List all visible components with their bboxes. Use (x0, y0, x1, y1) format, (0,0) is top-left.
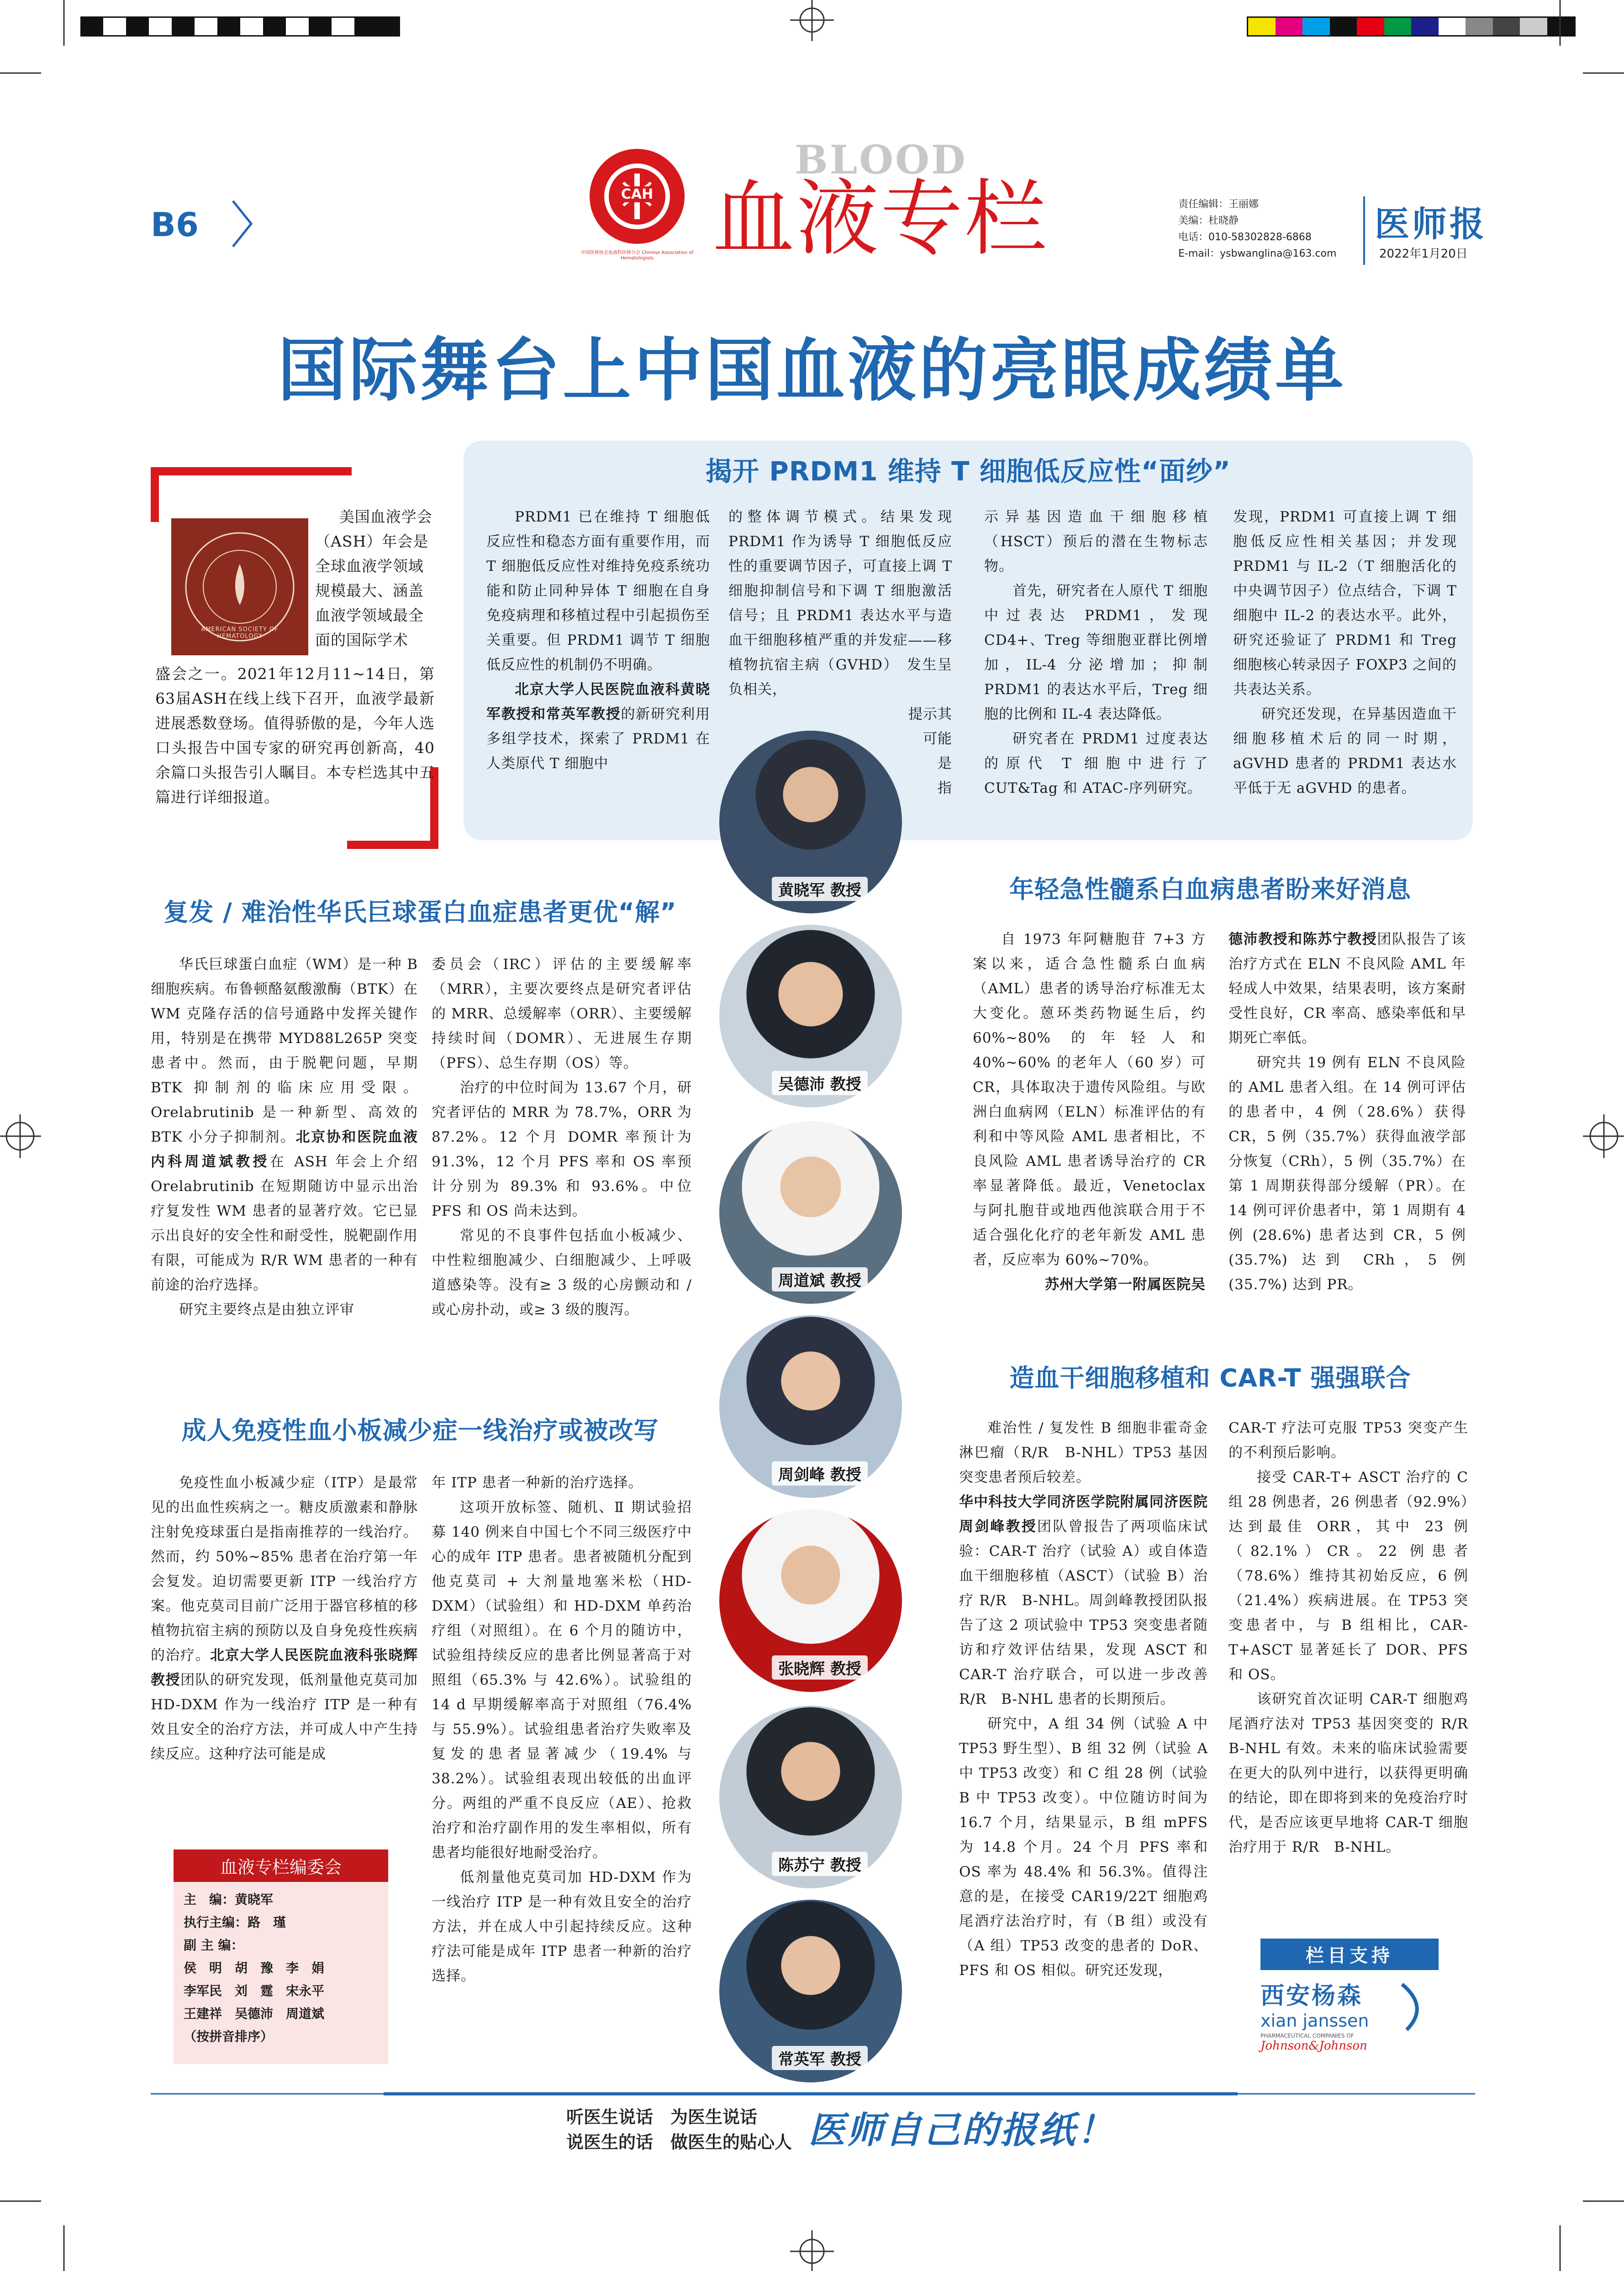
chevron-right-icon (228, 196, 256, 251)
text: 的新研究利用多组学技术，探索了 PRDM1 在人类原代 T 细胞中 (486, 706, 711, 772)
sponsor-box (1260, 1939, 1439, 2076)
paragraph: 研究者在 PRDM1 过度表达的原代 T 细胞中进行了 CUT&Tag 和 ATAC-序列研究。 (984, 731, 1208, 796)
sponsor-name-cn: 西安杨森 (1260, 1982, 1363, 2010)
masthead-divider (1363, 196, 1365, 265)
paragraph: 接受 CAR-T+ ASCT 治疗的 C 组 28 例患者，26 例患者（92.9%）达到最佳 ORR，其中 23 例（82.1%）CR。22 例患者（78.6%）维持其初始反应，6 例（21.4%）疾病进展。在 TP53 突变患者中，与 B 组相比，CAR-T+ASCT 显著延长了 DOR、PFS 和 OS。 (1229, 1469, 1468, 1683)
paragraph: 自 1973 年阿糖胞苷 7+3 方案以来，适合急性髓系白血病（AML）患者的诱导治疗标准无太大变化。蒽环类药物诞生后，约 60%~80% 的年轻人和 40%~60% 的老年人（60 岁）可 CR，具体取决于遗传风险组。与欧洲白血病网（ELN）标准评估的有利和中等风险 AML 患者相比，不良风险 AML 患者诱导治疗的 CR 率显著降低。最近，Venetoclax 与阿扎胞苷或地西他滨联合用于不适合强化化疗的老年新发 AML 患者，反应率为 60%~70%。 (973, 931, 1206, 1268)
paragraph: 治疗的中位时间为 13.67 个月，研究者评估的 MRR 为 78.7%，ORR 为 87.2%。12 个月 DOMR 率预计为 91.3%，12 个月 PFS 率和 OS 率预计分别为 89.3% 和 93.6%。中位 PFS 和 OS 尚未达到。 (432, 1080, 692, 1219)
sponsor-sub: PHARMACEUTICAL COMPANIES OF (1260, 2033, 1354, 2039)
committee-list (174, 1882, 388, 2055)
intro-frame-bottom (347, 841, 438, 849)
author-highlight: 北京协和医院血液内科周道斌教授 (151, 1129, 418, 1170)
article-cart-col2 (1229, 1416, 1483, 1860)
footer-slogan: 医师自己的报纸！ (808, 2108, 1115, 2151)
paragraph: 低剂量他克莫司加 HD-DXM 作为一线治疗 ITP 是一种有效且安全的治疗方法，并在成人中引起持续反应。这种疗法可能是成年 ITP 患者一种新的治疗选择。 (432, 1869, 692, 1984)
paragraph: 是 (938, 755, 952, 772)
article-wm-col2 (432, 952, 692, 1322)
paragraph: 常见的不良事件包括血小板减少、中性粒细胞减少、白细胞减少、上呼吸道感染等。没有≥ 3 级的心房颤动和 / 或心房扑动，或≥ 3 级的腹泻。 (432, 1228, 692, 1318)
paragraph: PRDM1 已在维持 T 细胞低反应性和稳态方面有重要作用，而 T 细胞低反应性对维持免疫系统功能和防止同种异体 T 细胞在自身免疫病理和移植过程中引起损伤至关重要。但 PRDM1 调节 T 细胞低反应性的机制仍不明确。 (486, 509, 710, 673)
intro-body: 盛会之一。2021年12月11~14日，第63届ASH在线上线下召开，血液学最新进展悉数登场。值得骄傲的是，今年人选口头报告中国专家的研究再创新高，40余篇口头报告引人瞩目。本专栏选其中五篇进行详细报道。 (155, 665, 435, 806)
paragraph: 委员会（IRC）评估的主要缓解率（MRR），主要次要终点是研究者评估的 MRR、总缓解率（ORR）、主要缓解持续时间（DOMR）、无进展生存期（PFS）、总生存期（OS）等。 (432, 956, 692, 1071)
cah-logo (580, 146, 694, 261)
section-title-en: BLOOD (795, 137, 967, 183)
paragraph: 难治性 / 复发性 B 细胞非霍奇金淋巴瘤（R/R B-NHL）TP53 基因突变患者预后较差。 (959, 1420, 1208, 1486)
issue-date: 2022年1月20日 (1379, 247, 1468, 261)
article-title-itp: 成人免疫性血小板减少症一线治疗或被改写 (181, 1416, 659, 1445)
text: 在 ASH 年会上介绍 Orelabrutinib 在短期随访中显示出治疗复发性 WM 患者的显著疗效。它已显示出良好的安全性和耐受性，脱靶副作用有限，可能成为 R/R WM 患者的一种有前途的治疗选择。 (151, 1154, 418, 1293)
portrait-caption: 黄晓军 教授 (772, 877, 868, 901)
text: 华氏巨球蛋白血症（WM）是一种 B 细胞疾病。布鲁顿酪氨酸激酶（BTK）在 WM 克隆存活的信号通路中发挥关键作用，特别是在携带 MYD88L265P 突变患者中。然而，由于脱靶问题，早期 BTK 抑制剂的临床应用受限。Orelabrutinib 是一种新型、高效的 BTK 小分子抑制剂。 (151, 956, 418, 1145)
committee-title: 血液专栏编委会 (174, 1849, 388, 1882)
portrait-caption: 陈苏宁 教授 (772, 1852, 868, 1876)
author-highlight: 苏州大学第一附属医院吴 (1045, 1276, 1206, 1293)
text: 团队报告了该治疗方式在 ELN 不良风险 AML 年轻成人中效果，结果表明，该方案耐受性良好，CR 率高、感染率低和早期死亡率低。 (1229, 931, 1466, 1046)
article-aml-col1 (973, 927, 1206, 1297)
article-prdm1-col4 (1233, 505, 1457, 801)
committee-row: 李军民 刘 霆 宋永平 (184, 1983, 325, 1998)
portrait-caption: 常英军 教授 (772, 2046, 868, 2070)
paragraph: 这项开放标签、随机、Ⅱ 期试验招募 140 例来自中国七个不同三级医疗中心的成年 ITP 患者。患者被随机分配到他克莫司 + 大剂量地塞米松（HD-DXM）（试验组）和 HD-DXM 单药治疗组（对照组）。在 6 个月的随访中，试验组持续反应的患者比例显著高于对照组（65.3% 与 42.6%）。试验组的 14 d 早期缓解率高于对照组（76.4% 与 55.9%）。试验组患者治疗失败率及复发的患者显著减少（19.4% 与 38.2%）。试验组表现出较低的出血评分。两组的严重不良反应（AE）、抢救治疗和治疗副作用的发生率相似，所有患者均能很好地耐受治疗。 (432, 1499, 692, 1861)
footer-line1: 听医生说话 为医生说话 (566, 2107, 758, 2127)
paragraph (486, 677, 710, 776)
article-prdm1-col1 (486, 505, 710, 776)
cah-logo-ring: 中国医师协会血液科医师分会 Chinese Association of Hematologists (580, 250, 694, 261)
sponsor-jj: Johnson&Johnson (1260, 2039, 1367, 2053)
intro-frame-top (151, 467, 352, 475)
designer: 美编：杜晓静 (1178, 215, 1239, 227)
paragraph (151, 952, 418, 1297)
sponsor-label: 栏目支持 (1260, 1939, 1439, 1970)
text: 免疫性血小板减少症（ITP）是最常见的出血性疾病之一。糖皮质激素和静脉注射免疫球蛋白是指南推荐的一线治疗。然而，约 50%~85% 患者在治疗第一年会复发。迫切需要更新 ITP 一线治疗方案。他克莫司目前广泛用于器官移植的移植物抗宿主病的预防以及自身免疫性疾病的治疗。 (151, 1475, 418, 1664)
committee-box (174, 1849, 388, 2064)
paragraph: 研究还发现，在异基因造血干细胞移植术后的同一时期，aGVHD 患者的 PRDM1 表达水平低于无 aGVHD 的患者。 (1233, 706, 1457, 796)
paragraph: 示异基因造血干细胞移植（HSCT）预后的潜在生物标志物。 (984, 509, 1208, 574)
paragraph: 研究主要终点是由独立评审 (179, 1301, 354, 1318)
article-title-aml: 年轻急性髓系白血病患者盼来好消息 (1009, 875, 1411, 904)
paragraph: 发现，PRDM1 可直接上调 T 细胞低反应性相关基因；并发现 PRDM1 与 IL-2（T 细胞活化的中央调节因子）位点结合，下调 T 细胞中 IL-2 的表达水平。此外，研究还验证了 PRDM1 和 Treg 细胞核心转录因子 FOXP3 之间的共表达关系。 (1233, 509, 1457, 698)
committee-row: 副 主 编： (184, 1938, 244, 1953)
intro-lead: 美国血液学会（ASH）年会是全球血液学领域规模最大、涵盖血液学领域最全面的国际学术 (315, 508, 432, 649)
committee-row: 王建祥 吴德沛 周道斌 (184, 2006, 325, 2021)
author-highlight: 北京大学人民医院血液科张晓辉教授 (151, 1647, 418, 1688)
author-highlight: 华中科技大学同济医学院附属同济医院周剑峰教授 (959, 1494, 1208, 1535)
paragraph (973, 1272, 1206, 1297)
committee-row: （按拼音排序） (184, 2029, 274, 2044)
paragraph: 年 ITP 患者一种新的治疗选择。 (432, 1475, 643, 1491)
author-highlight: 德沛教授和陈苏宁教授 (1229, 931, 1377, 948)
ash-logo (171, 518, 308, 655)
footer-line2: 说医生的话 做医生的贴心人 (566, 2132, 792, 2152)
paragraph: CAR-T 疗法可克服 TP53 突变产生的不利预后影响。 (1229, 1420, 1468, 1461)
email: E-mail：ysbwanglina@163.com (1178, 248, 1337, 259)
article-prdm1-col3 (984, 505, 1208, 801)
paragraph: 该研究首次证明 CAR-T 细胞鸡尾酒疗法对 TP53 基因突变的 R/R B-NHL 有效。未来的临床试验需要在更大的队列中进行，以获得更明确的结论，即在即将到来的免疫治疗时代，是否应该更早地将 CAR-T 细胞治疗用于 R/R B-NHL。 (1229, 1691, 1483, 1855)
committee-row: 执行主编：路 瑾 (184, 1915, 286, 1930)
article-aml-col2 (1229, 927, 1466, 1297)
sponsor-name-en: xian janssen (1260, 2011, 1369, 2031)
article-itp-col2 (432, 1470, 692, 1988)
author-highlight: 北京大学人民医院血液科黄晓军教授和常英军教授 (486, 681, 710, 722)
portrait-caption: 周道斌 教授 (772, 1267, 868, 1291)
portrait-caption: 张晓辉 教授 (772, 1655, 868, 1680)
committee-row: 主 编：黄晓军 (184, 1892, 274, 1907)
janssen-swoosh-icon (1397, 1980, 1434, 2034)
intro-frame-left (151, 467, 159, 522)
page-number: B6 (151, 205, 199, 244)
cah-logo-text: CAH (617, 186, 657, 202)
headline: 国际舞台上中国血液的亮眼成绩单 (277, 331, 1346, 411)
masthead-info (1178, 196, 1336, 262)
section-title-cn: 血液专栏 (712, 171, 1049, 267)
paragraph: 提示其 (908, 706, 952, 722)
paper-name: 医师报 (1375, 204, 1487, 244)
text: 团队的研究发现，低剂量他克莫司加 HD-DXM 作为一线治疗 ITP 是一种有效且安全的治疗方法，并可成人中产生持续反应。这种疗法可能是成 (151, 1672, 418, 1762)
paragraph: 的整体调节模式。结果发现 PRDM1 作为诱导 T 细胞低反应性的重要调节因子，可直接上调 T 细胞抑制信号和下调 T 细胞激活信号；且 PRDM1 表达水平与造血干细胞移植严重的并发症——移植物抗宿主病（GVHD） 发生呈负相关， (728, 509, 952, 698)
paragraph (1229, 927, 1466, 1050)
text: 团队曾报告了两项临床试验：CAR-T 治疗（试验 A）或自体造血干细胞移植（ASCT）（试验 B）治疗 R/R B-NHL。周剑峰教授团队报告了这 2 项试验中 TP53 突变患者随访和疗效评估结果，发现 ASCT 和 CAR-T 治疗联合，可以进一步改善 R/R B-NHL 患者的长期预后。 (959, 1518, 1208, 1707)
paragraph: 研究共 19 例有 ELN 不良风险的 AML 患者入组。在 14 例可评估的患者中，4 例（28.6%）获得 CR，5 例（35.7%）获得血液学部分恢复（CRh），5 例（35.7%）在第 1 周期获得部分缓解（PR）。在 14 例可评价患者中，第 1 周期有 4 例 (28.6%) 患者达到 CR，5 例 (35.7%) 达到 CRh，5 例 (35.7%) 达到 PR。 (1229, 1054, 1466, 1293)
portrait-caption: 吴德沛 教授 (772, 1071, 868, 1095)
paragraph (151, 1470, 418, 1766)
article-title-cart: 造血干细胞移植和 CAR-T 强强联合 (1009, 1364, 1411, 1392)
portrait-caption: 周剑峰 教授 (772, 1461, 868, 1486)
committee-row: 侯 明 胡 豫 李 娟 (184, 1960, 325, 1976)
article-cart-col1 (959, 1416, 1208, 1983)
paragraph: 研究中，A 组 34 例（试验 A 中 TP53 野生型）、B 组 32 例（试验 A 中 TP53 改变）和 C 组 28 例（试验 B 中 TP53 改变）。中位随访时间为 16.7 个月，结果显示，B 组 mPFS 为 14.8 个月。24 个月 PFS 率和 OS 率为 48.4% 和 56.3%。值得注意的是，在接受 CAR19/22T 细胞鸡尾酒疗法治疗时，有（B 组）或没有（A 组）TP53 改变的患者的 DoR、PFS 和 OS 相似。研究还发现， (959, 1716, 1208, 1979)
paragraph: 指 (938, 780, 952, 796)
phone: 电话：010-58302828-6868 (1178, 232, 1312, 243)
article-itp-col1 (151, 1470, 418, 1766)
paragraph: 可能 (923, 731, 952, 747)
article-wm-col1 (151, 952, 418, 1322)
paragraph: 首先，研究者在人原代 T 细胞中过表达 PRDM1，发现 CD4+、Treg 等细胞亚群比例增加，IL-4 分泌增加；抑制 PRDM1 的表达水平后，Treg 细胞的比例和 IL-4 表达降低。 (984, 583, 1208, 722)
ash-logo-text: AMERICAN SOCIETY OF HEMATOLOGY (201, 626, 279, 640)
footer-rule (0, 2089, 1624, 2098)
editor: 责任编辑：王丽娜 (1178, 199, 1259, 210)
paragraph (959, 1490, 1208, 1712)
article-title-wm: 复发 / 难治性华氏巨球蛋白血症患者更优“解” (163, 898, 677, 927)
article-title-prdm1: 揭开 PRDM1 维持 T 细胞低反应性“面纱” (706, 456, 1231, 487)
